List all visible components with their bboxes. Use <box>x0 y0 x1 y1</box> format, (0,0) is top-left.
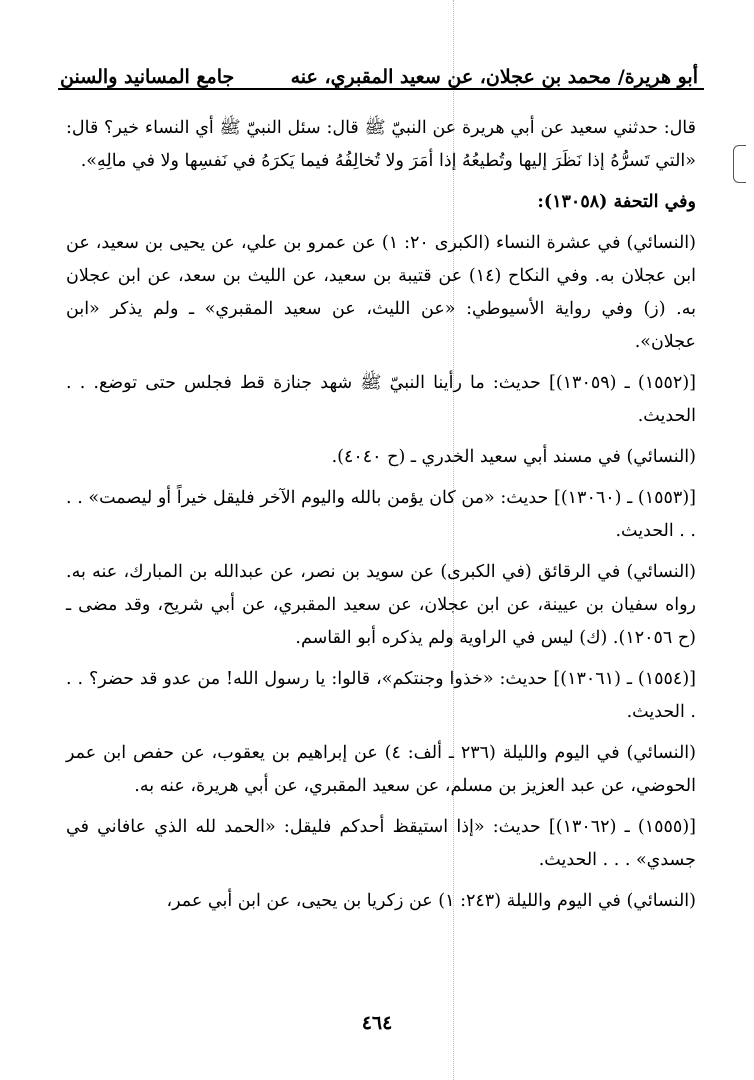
source-note-1555: (النسائي) في اليوم والليلة (٢٤٣: ١) عن زكريا بن يحيى، عن ابن أبي عمر، <box>166 891 696 911</box>
source-note-1552: (النسائي) في مسند أبي سعيد الخدري ـ (ح ٤٠٤٠). <box>331 447 696 467</box>
margin-bracket <box>733 145 746 183</box>
hadith-text: قال: حدثني سعيد عن أبي هريرة عن النبيّ ﷺ قال: سئل النبيّ ﷺ أي النساء خير؟ قال: «التي تَسرُّهُ إذا نَظَرَ إليها وتُطيعُهُ إذا أمَرَ ولا تُخالِفُهُ فيما يَكرَهُ في نَفسِها ولا في مالِهِ». <box>66 118 696 171</box>
page-number: ٤٦٤ <box>361 1012 393 1034</box>
running-header <box>60 58 698 88</box>
hadith-entry-1553: [(١٥٥٣) ـ (١٣٠٦٠)] حديث: «من كان يؤمن بالله واليوم الآخر فليقل خيراً أو ليصمت» . . . . الحديث. <box>66 488 696 541</box>
hadith-entry-1555: [(١٥٥٥) ـ (١٣٠٦٢)] حديث: «إذا استيقظ أحدكم فليقل: «الحمد لله الذي عافاني في جسدي» . . . الحديث. <box>66 817 696 870</box>
header-chapter-title: أبو هريرة/ محمد بن عجلان، عن سعيد المقبري، عنه <box>290 66 698 88</box>
hadith-entry-1554: [(١٥٥٤) ـ (١٣٠٦١)] حديث: «خذوا وجنتكم»، قالوا: يا رسول الله! من عدو قد حضر؟ . . . الحديث. <box>66 669 696 722</box>
source-note-1554: (النسائي) في اليوم والليلة (٢٣٦ ـ ألف: ٤) عن إبراهيم بن يعقوب، عن حفص ابن عمر الحوضي، عن عبد العزيز بن مسلم، عن سعيد المقبري، عن أبي هريرة، عنه به. <box>66 743 696 796</box>
header-rule <box>58 88 704 90</box>
source-note-1553: (النسائي) في الرقائق (في الكبرى) عن سويد بن نصر، عن عبدالله بن المبارك، عنه به. رواه سفيان بن عيينة، عن ابن عجلان، عن سعيد المقبري، عن أبي شريح، وقد مضى ـ (ح ١٢٠٥٦). (ك) ليس في الراوية ولم يذكره أبو القاسم. <box>66 562 696 648</box>
tuhfa-reference: وفي التحفة (١٣٠٥٨): <box>537 192 696 212</box>
header-book-title: جامع المسانيد والسنن <box>60 66 235 88</box>
hadith-entry-1552: [(١٥٥٢) ـ (١٣٠٥٩)] حديث: ما رأينا النبيّ ﷺ شهد جنازة قط فجلس حتى توضع. . . الحديث. <box>66 373 696 426</box>
nasai-source-note: (النسائي) في عشرة النساء (الكبرى ٢٠: ١) عن عمرو بن علي، عن يحيى بن سعيد، عن ابن عجلان به. وفي النكاح (١٤) عن قتيبة بن سعيد، عن الليث بن سعد، عن ابن عجلان به. (ز) وفي رواية الأسيوطي: «عن الليث، عن سعيد المقبري» ـ ولم يذكر «ابن عجلان». <box>66 233 697 352</box>
page-body <box>66 112 696 918</box>
